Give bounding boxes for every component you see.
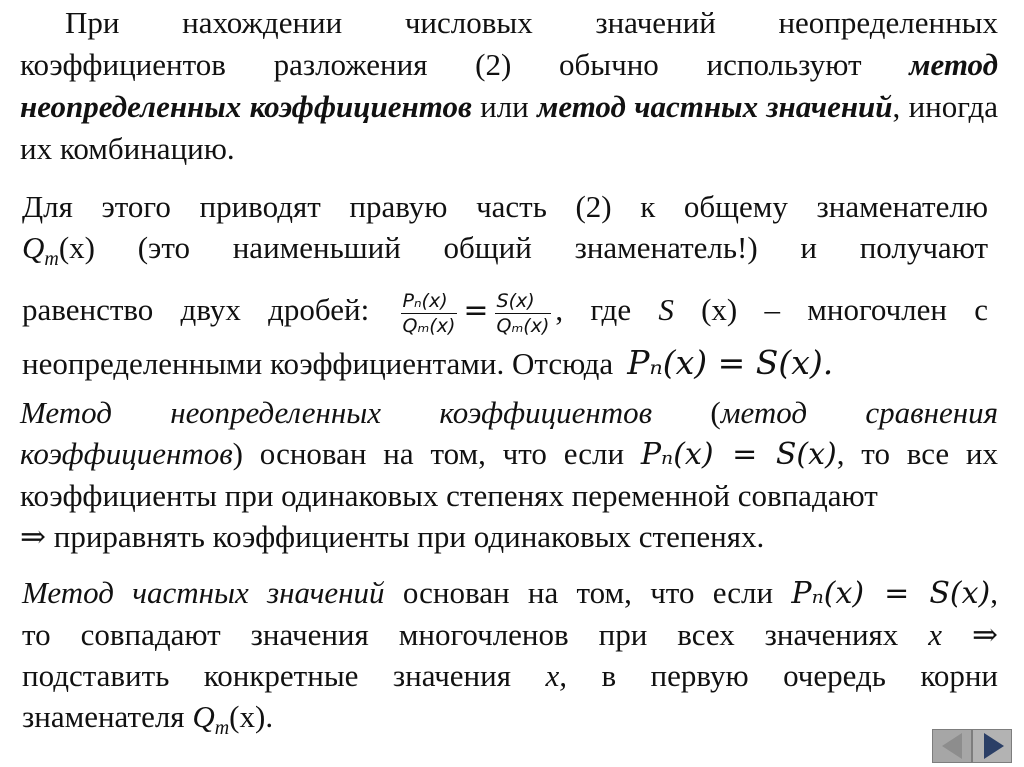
p4-x-var: x bbox=[928, 617, 943, 652]
p4-line2 bbox=[22, 614, 998, 655]
p2-line4-pre: неопределенными коэффициентами. Отсюда bbox=[22, 346, 614, 382]
p2-qm-symbol: Q bbox=[22, 230, 45, 265]
p2-line3-post-1: , где bbox=[555, 292, 659, 328]
p2-equation-pn-equals-s: Pₙ(x) = S(x). bbox=[627, 343, 834, 383]
p1-text-2: или bbox=[471, 89, 538, 124]
p1-text-3: , иногда их комбинацию. bbox=[20, 89, 998, 166]
fraction1-numerator: Pₙ(x) bbox=[401, 289, 458, 314]
p4-qm-subscript: m bbox=[214, 717, 230, 740]
p4-line3-pre: подставить конкретные значения bbox=[22, 658, 546, 693]
previous-slide-button[interactable] bbox=[932, 729, 972, 763]
p3-text-2: ) основан на том, что если bbox=[232, 436, 641, 471]
fraction-s-over-qm bbox=[495, 289, 552, 338]
p2-line3-post-2: – многочлен с bbox=[737, 292, 989, 328]
p2-line3 bbox=[22, 280, 988, 341]
fraction1-denominator: Qₘ(x) bbox=[402, 314, 456, 337]
p2-line2-rest: (это наименьший общий знаменатель!) и получают bbox=[95, 230, 988, 265]
p3-term-method: Метод неопределенных коэффициентов bbox=[20, 395, 653, 430]
p2-line1: Для этого приводят правую часть (2) к общему знаменателю bbox=[22, 189, 988, 224]
p2-line3-pre: равенство двух дробей: bbox=[22, 292, 370, 328]
p1-text-1: коэффициентов разложения (2) обычно используют bbox=[20, 47, 910, 82]
p4-line2-pre: то совпадают значения многочленов при всех значениях bbox=[22, 617, 929, 652]
p4-qm-symbol: Q bbox=[192, 699, 215, 734]
p3-text-1: ( bbox=[652, 395, 721, 430]
fraction2-numerator: S(x) bbox=[495, 289, 552, 314]
p4-line4-pre: знаменателя bbox=[22, 699, 193, 734]
p3-text-3: , то все их коэффициенты при одинаковых степенях переменной совпадают bbox=[20, 436, 998, 513]
p4-line3 bbox=[22, 655, 998, 696]
p2-s-var: S bbox=[658, 292, 674, 328]
p4-equation: Pₙ(x) = S(x) bbox=[791, 576, 991, 611]
triangle-left-icon bbox=[942, 733, 962, 759]
p4-x-var-2: x, bbox=[545, 658, 567, 693]
paragraph-undetermined-coefficients-method bbox=[20, 392, 998, 557]
paragraph-methods-intro bbox=[20, 2, 998, 170]
p4-qm-arg: (x) bbox=[229, 699, 266, 734]
p4-term-method: Метод частных значений bbox=[22, 575, 385, 610]
fraction2-denominator: Qₘ(x) bbox=[496, 314, 550, 337]
p4-line3-post: в первую очередь корни bbox=[566, 658, 999, 693]
p1-term-undetermined-coefficients: метод неопределенных коэффициентов bbox=[20, 47, 998, 124]
paragraph-partial-values-method bbox=[22, 572, 998, 749]
p4-line1 bbox=[22, 572, 998, 614]
p3-equation: Pₙ(x) = S(x) bbox=[640, 437, 837, 472]
p4-text-2: , bbox=[990, 575, 998, 610]
p4-line4-post: . bbox=[265, 699, 274, 734]
p2-qm-subscript: m bbox=[44, 248, 59, 271]
p4-text-1: основан на том, что если bbox=[384, 575, 792, 610]
triangle-right-icon bbox=[984, 733, 1004, 759]
next-slide-button[interactable] bbox=[972, 729, 1012, 763]
paragraph-common-denominator bbox=[22, 186, 988, 386]
fraction-pn-over-qm bbox=[401, 289, 458, 338]
p2-line4 bbox=[22, 341, 988, 386]
p1-term-partial-values: метод частных значений bbox=[537, 89, 893, 124]
p3-line4: ⇒ приравнять коэффициенты при одинаковых степенях. bbox=[20, 519, 765, 554]
p2-s-arg: (x) bbox=[673, 292, 738, 328]
p4-line4 bbox=[22, 696, 998, 749]
p2-qm-arg: (x) bbox=[58, 230, 95, 265]
p3-term-comparison: метод сравнения коэффициентов bbox=[20, 395, 999, 471]
p1-line1: При нахождении числовых значений неопределенных bbox=[65, 5, 998, 40]
p2-line2 bbox=[22, 227, 988, 280]
p4-line2-post: ⇒ bbox=[942, 617, 998, 652]
equals-sign: = bbox=[463, 293, 489, 329]
